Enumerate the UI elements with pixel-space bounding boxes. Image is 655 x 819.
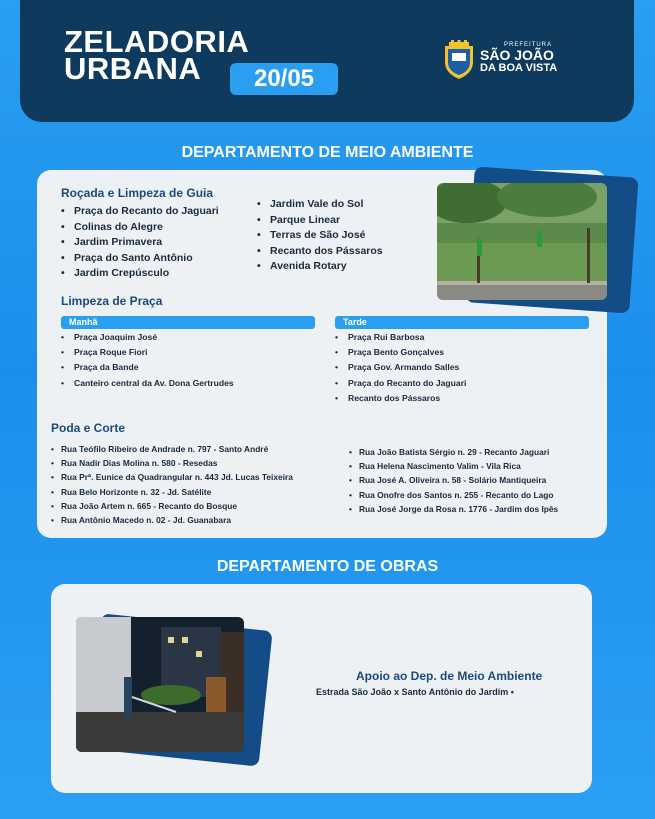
city-logo-text: PREFEITURA SÃO JOÃO DA BOA VISTA	[480, 42, 558, 74]
tarde-list	[335, 330, 466, 406]
list-item: • Praça Rui Barbosa	[335, 330, 466, 345]
list-item: • Rua José Jorge da Rosa n. 1776 - Jardim dos Ipês	[349, 502, 558, 516]
photo-obras	[74, 612, 272, 758]
rocada-title: Roçada e Limpeza de Guia	[61, 186, 214, 200]
rocada-list-2	[257, 197, 383, 275]
list-item: • Recanto dos Pássaros	[257, 244, 383, 260]
list-item: • Praça Bento Gonçalves	[335, 345, 466, 360]
list-item: • Parque Linear	[257, 213, 383, 229]
list-item: • Rua Teófilo Ribeiro de Andrade n. 797 - Santo André	[51, 442, 293, 456]
list-item: • Praça da Bande	[61, 360, 234, 375]
praca-title: Limpeza de Praça	[61, 294, 163, 308]
city-crest-icon	[437, 40, 481, 80]
poda-title: Poda e Corte	[51, 421, 126, 435]
list-item: • Terras de São José	[257, 228, 383, 244]
list-item: • Rua João Artem n. 665 - Recanto do Bosque	[51, 499, 293, 513]
poda-list-2	[349, 445, 558, 516]
manha-label: Manhã	[61, 316, 315, 329]
list-item: • Jardim Vale do Sol	[257, 197, 383, 213]
tarde-label: Tarde	[335, 316, 589, 329]
list-item: • Recanto dos Pássaros	[335, 391, 466, 406]
header-banner	[20, 0, 634, 122]
list-item: • Rua Nadir Dias Molina n. 580 - Resedas	[51, 456, 293, 470]
list-item: • Praça Roque Fiori	[61, 345, 234, 360]
list-item: • Rua Helena Nascimento Valim - Vila Rica	[349, 459, 558, 473]
list-item: • Colinas do Alegre	[61, 220, 219, 236]
list-item: • Rua Belo Horizonte n. 32 - Jd. Satélite	[51, 485, 293, 499]
rocada-list-1	[61, 204, 219, 282]
photo-rocada	[434, 170, 638, 310]
park-photo-image	[437, 183, 607, 300]
list-item: • Jardim Crepúsculo	[61, 266, 219, 282]
list-item: • Canteiro central da Av. Dona Gertrudes	[61, 376, 234, 391]
list-item: • Jardim Primavera	[61, 235, 219, 251]
poda-list-1	[51, 442, 293, 527]
list-item: • Praça do Recanto do Jaguari	[61, 204, 219, 220]
list-item: • Rua Onofre dos Santos n. 255 - Recanto do Lago	[349, 488, 558, 502]
list-item: • Praça Joaquim José	[61, 330, 234, 345]
list-item: • Praça do Santo Antônio	[61, 251, 219, 267]
list-item: • Praça do Recanto do Jaguari	[335, 376, 466, 391]
obras-title: Apoio ao Dep. de Meio Ambiente	[356, 669, 543, 683]
date-badge: 20/05	[230, 63, 338, 95]
list-item: • Avenida Rotary	[257, 259, 383, 275]
manha-list	[61, 330, 234, 391]
list-item: • Praça Gov. Armando Salles	[335, 360, 466, 375]
page-title: ZELADORIA URBANA	[64, 24, 250, 86]
list-item: • Rua José A. Oliveira n. 58 - Solário Mantiqueira	[349, 473, 558, 487]
list-item: • Rua Prª. Eunice da Quadrangular n. 443 Jd. Lucas Teixeira	[51, 470, 293, 484]
obras-item: Estrada São João x Santo Antônio do Jardim •	[316, 687, 514, 697]
night-photo-image	[76, 617, 244, 752]
section-heading-meio-ambiente: DEPARTAMENTO DE MEIO AMBIENTE	[181, 144, 474, 161]
section-heading-obras: DEPARTAMENTO DE OBRAS	[216, 558, 439, 575]
list-item: • Rua João Batista Sérgio n. 29 - Recanto Jaguari	[349, 445, 558, 459]
list-item: • Rua Antônio Macedo n. 02 - Jd. Guanabara	[51, 513, 293, 527]
